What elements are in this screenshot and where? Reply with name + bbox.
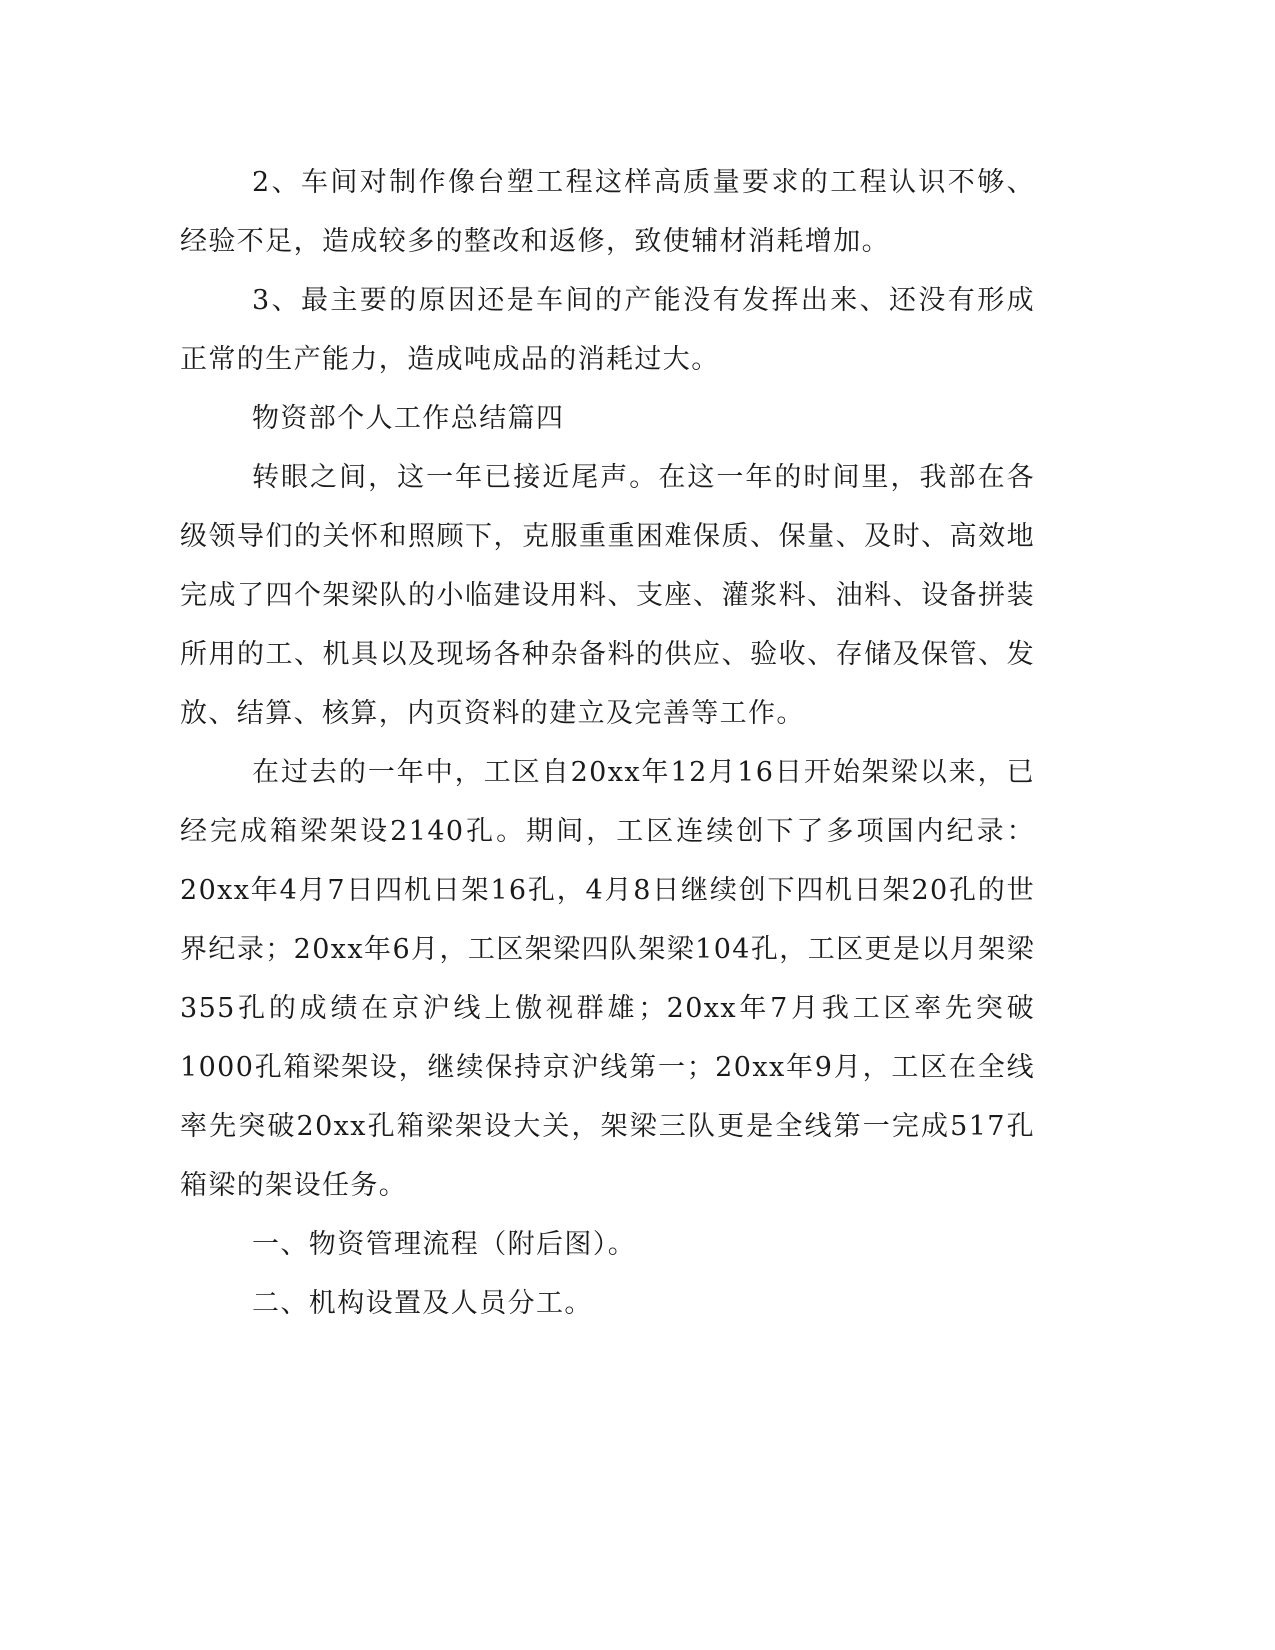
list-item-organization: 二、机构设置及人员分工。: [252, 1288, 593, 1319]
paragraph-achievements: 在过去的一年中，工区自20xx年12月16日开始架梁以来，已经完成箱梁架设2140孔。期间，工区连续创下了多项国内纪录：20xx年4月7日四机日架16孔，4月8日继续创下四机日架20孔的世界纪录；20xx年6月，工区架梁四队架梁104孔，工区更是以月架梁355孔的成绩在京沪线上傲视群雄；20xx年7月我工区率先突破1000孔箱梁架设，继续保持京沪线第一；20xx年9月，工区在全线率先突破20xx孔箱梁架设大关，架梁三队更是全线第一完成517孔箱梁的架设任务。: [180, 757, 1035, 1201]
list-item-process: 一、物资管理流程（附后图）。: [252, 1229, 637, 1260]
paragraph-reason-2: 2、车间对制作像台塑工程这样高质量要求的工程认识不够、经验不足，造成较多的整改和返修，致使辅材消耗增加。: [180, 167, 1035, 257]
section-heading: 物资部个人工作总结篇四: [252, 403, 565, 434]
paragraph-reason-3: 3、最主要的原因还是车间的产能没有发挥出来、还没有形成正常的生产能力，造成吨成品的消耗过大。: [180, 285, 1035, 375]
document-body: [180, 153, 1035, 1333]
paragraph-intro: 转眼之间，这一年已接近尾声。在这一年的时间里，我部在各级领导们的关怀和照顾下，克服重重困难保质、保量、及时、高效地完成了四个架梁队的小临建设用料、支座、灌浆料、油料、设备拼装所用的工、机具以及现场各种杂备料的供应、验收、存储及保管、发放、结算、核算，内页资料的建立及完善等工作。: [180, 462, 1035, 729]
